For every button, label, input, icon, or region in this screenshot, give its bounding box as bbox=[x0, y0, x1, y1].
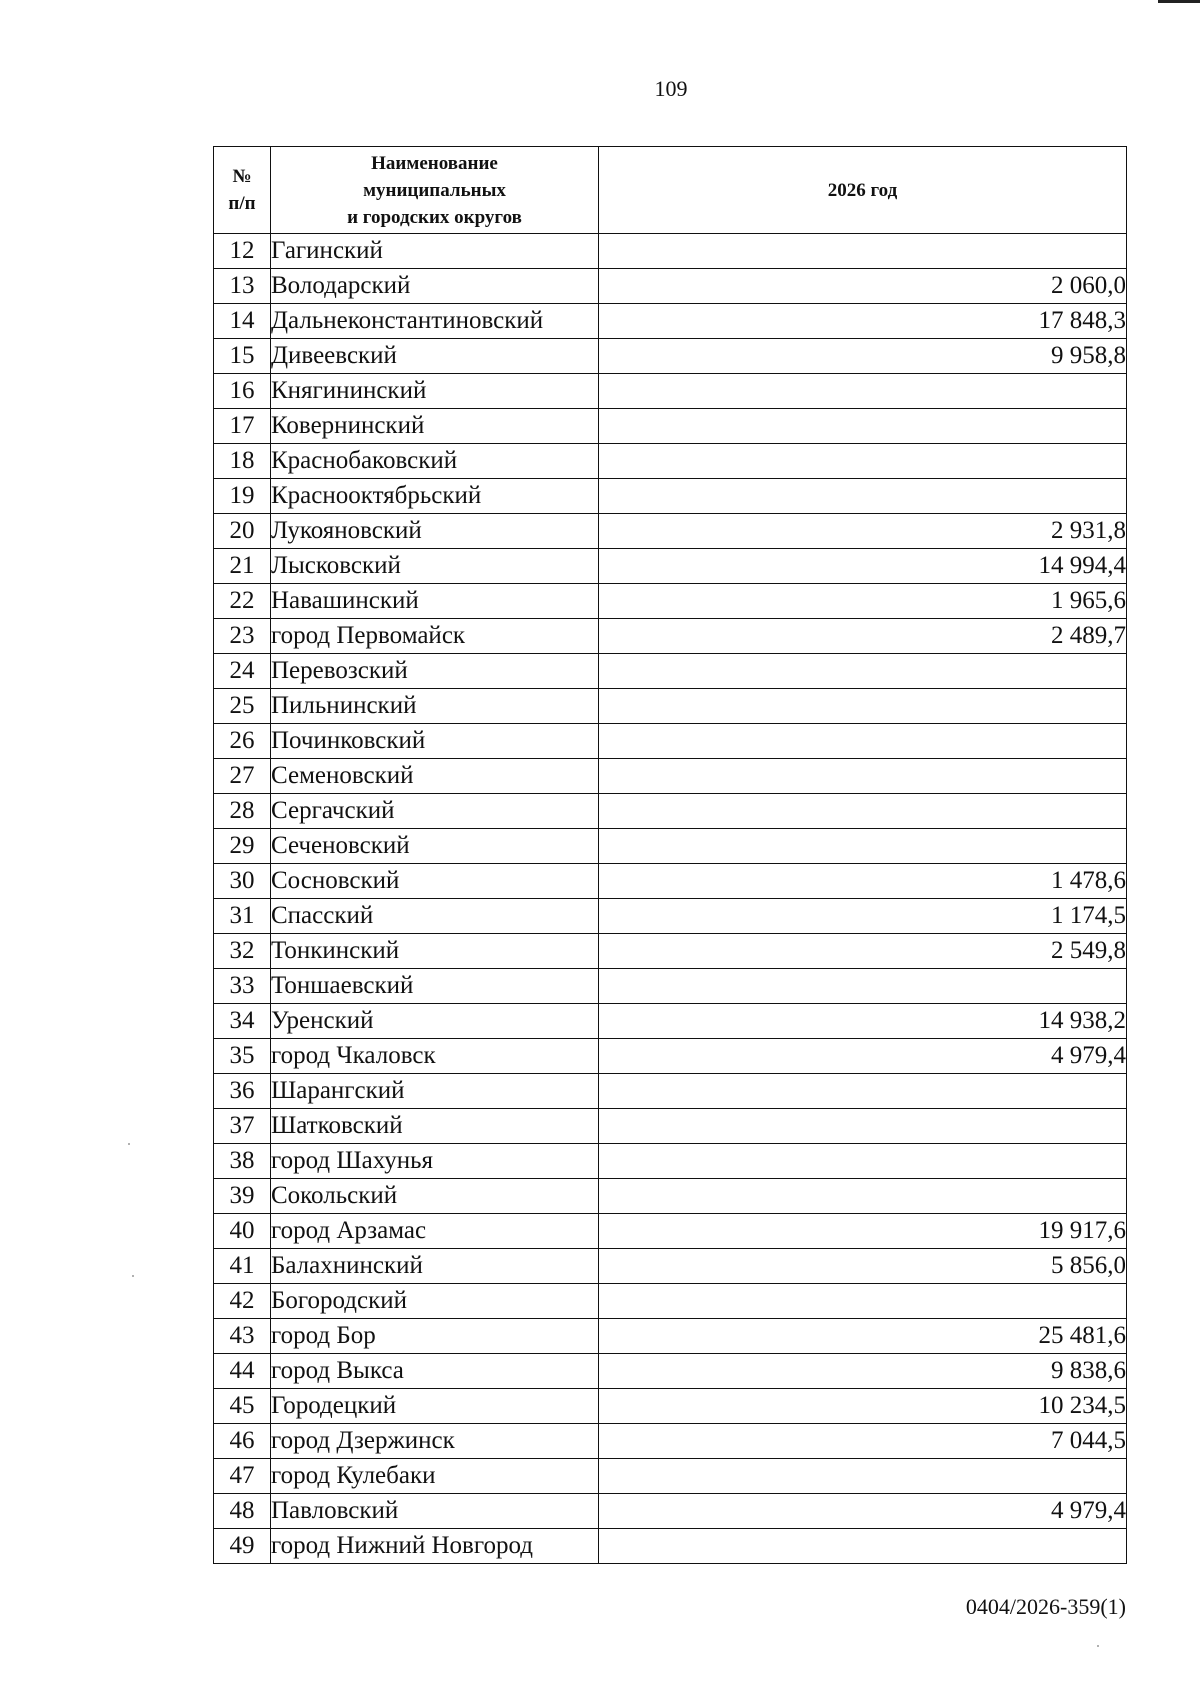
row-value bbox=[599, 969, 1127, 1004]
row-value: 2 060,0 bbox=[599, 269, 1127, 304]
table-row bbox=[214, 304, 1127, 339]
row-name: город Выкса bbox=[271, 1354, 599, 1389]
row-value bbox=[599, 724, 1127, 759]
table-row bbox=[214, 1529, 1127, 1564]
row-value bbox=[599, 374, 1127, 409]
row-name: город Бор bbox=[271, 1319, 599, 1354]
table-row bbox=[214, 549, 1127, 584]
table-row bbox=[214, 409, 1127, 444]
table-row bbox=[214, 479, 1127, 514]
header-year: 2026 год bbox=[599, 147, 1127, 234]
row-number: 40 bbox=[214, 1214, 271, 1249]
row-name: Балахнинский bbox=[271, 1249, 599, 1284]
row-name: Семеновский bbox=[271, 759, 599, 794]
row-number: 24 bbox=[214, 654, 271, 689]
table-row bbox=[214, 1354, 1127, 1389]
row-number: 47 bbox=[214, 1459, 271, 1494]
row-name: Пильнинский bbox=[271, 689, 599, 724]
table-row bbox=[214, 1459, 1127, 1494]
row-value: 5 856,0 bbox=[599, 1249, 1127, 1284]
table-row bbox=[214, 1004, 1127, 1039]
row-number: 36 bbox=[214, 1074, 271, 1109]
header-name-line-3: и городских округов bbox=[347, 206, 522, 228]
table-row bbox=[214, 1109, 1127, 1144]
row-value bbox=[599, 1284, 1127, 1319]
row-number: 46 bbox=[214, 1424, 271, 1459]
row-value bbox=[599, 689, 1127, 724]
scan-speck bbox=[132, 1275, 134, 1277]
table-row bbox=[214, 1039, 1127, 1074]
row-number: 34 bbox=[214, 1004, 271, 1039]
row-value: 4 979,4 bbox=[599, 1039, 1127, 1074]
row-name: Ковернинский bbox=[271, 409, 599, 444]
row-value bbox=[599, 1144, 1127, 1179]
row-number: 43 bbox=[214, 1319, 271, 1354]
row-number: 37 bbox=[214, 1109, 271, 1144]
row-name: Тоншаевский bbox=[271, 969, 599, 1004]
row-name: Уренский bbox=[271, 1004, 599, 1039]
table-row bbox=[214, 1284, 1127, 1319]
row-value bbox=[599, 1179, 1127, 1214]
row-value: 17 848,3 bbox=[599, 304, 1127, 339]
row-name: Лукояновский bbox=[271, 514, 599, 549]
row-value: 2 931,8 bbox=[599, 514, 1127, 549]
row-number: 16 bbox=[214, 374, 271, 409]
row-name: Лысковский bbox=[271, 549, 599, 584]
row-value: 9 838,6 bbox=[599, 1354, 1127, 1389]
row-number: 25 bbox=[214, 689, 271, 724]
row-value: 19 917,6 bbox=[599, 1214, 1127, 1249]
row-value: 1 478,6 bbox=[599, 864, 1127, 899]
row-value bbox=[599, 444, 1127, 479]
row-number: 41 bbox=[214, 1249, 271, 1284]
row-name: Богородский bbox=[271, 1284, 599, 1319]
row-number: 49 bbox=[214, 1529, 271, 1564]
row-value bbox=[599, 1109, 1127, 1144]
row-value bbox=[599, 234, 1127, 269]
row-value bbox=[599, 1459, 1127, 1494]
row-name: город Арзамас bbox=[271, 1214, 599, 1249]
row-number: 27 bbox=[214, 759, 271, 794]
row-number: 42 bbox=[214, 1284, 271, 1319]
row-name: Тонкинский bbox=[271, 934, 599, 969]
table-row bbox=[214, 794, 1127, 829]
row-name: город Первомайск bbox=[271, 619, 599, 654]
table-row bbox=[214, 234, 1127, 269]
row-name: Сергачский bbox=[271, 794, 599, 829]
table-row bbox=[214, 759, 1127, 794]
row-number: 23 bbox=[214, 619, 271, 654]
row-value: 14 994,4 bbox=[599, 549, 1127, 584]
row-number: 19 bbox=[214, 479, 271, 514]
row-number: 45 bbox=[214, 1389, 271, 1424]
table-row bbox=[214, 1179, 1127, 1214]
row-name: Навашинский bbox=[271, 584, 599, 619]
row-value: 9 958,8 bbox=[599, 339, 1127, 374]
row-value: 14 938,2 bbox=[599, 1004, 1127, 1039]
row-name: Володарский bbox=[271, 269, 599, 304]
row-name: Павловский bbox=[271, 1494, 599, 1529]
row-number: 33 bbox=[214, 969, 271, 1004]
row-number: 21 bbox=[214, 549, 271, 584]
row-value bbox=[599, 829, 1127, 864]
row-value: 10 234,5 bbox=[599, 1389, 1127, 1424]
row-number: 20 bbox=[214, 514, 271, 549]
table-row bbox=[214, 689, 1127, 724]
table-row bbox=[214, 724, 1127, 759]
table-row bbox=[214, 584, 1127, 619]
row-value: 2 549,8 bbox=[599, 934, 1127, 969]
table-row bbox=[214, 1074, 1127, 1109]
row-value bbox=[599, 479, 1127, 514]
header-number bbox=[214, 147, 271, 234]
table-row bbox=[214, 444, 1127, 479]
row-name: город Дзержинск bbox=[271, 1424, 599, 1459]
row-number: 14 bbox=[214, 304, 271, 339]
row-value: 7 044,5 bbox=[599, 1424, 1127, 1459]
table-header-row bbox=[214, 147, 1127, 234]
row-number: 22 bbox=[214, 584, 271, 619]
row-value: 4 979,4 bbox=[599, 1494, 1127, 1529]
row-value bbox=[599, 1529, 1127, 1564]
row-name: Спасский bbox=[271, 899, 599, 934]
row-number: 39 bbox=[214, 1179, 271, 1214]
row-name: город Чкаловск bbox=[271, 1039, 599, 1074]
row-value bbox=[599, 1074, 1127, 1109]
scan-corner-mark bbox=[1158, 0, 1200, 3]
row-number: 35 bbox=[214, 1039, 271, 1074]
table-row bbox=[214, 934, 1127, 969]
row-number: 18 bbox=[214, 444, 271, 479]
row-value: 1 965,6 bbox=[599, 584, 1127, 619]
row-number: 15 bbox=[214, 339, 271, 374]
row-name: Сеченовский bbox=[271, 829, 599, 864]
table-row bbox=[214, 864, 1127, 899]
row-name: Городецкий bbox=[271, 1389, 599, 1424]
row-name: Сокольский bbox=[271, 1179, 599, 1214]
table-row bbox=[214, 1389, 1127, 1424]
table-row bbox=[214, 1249, 1127, 1284]
row-number: 32 bbox=[214, 934, 271, 969]
table-row bbox=[214, 1214, 1127, 1249]
table-row bbox=[214, 374, 1127, 409]
row-name: Дивеевский bbox=[271, 339, 599, 374]
row-name: Краснооктябрьский bbox=[271, 479, 599, 514]
row-name: Дальнеконстантиновский bbox=[271, 304, 599, 339]
row-name: город Нижний Новгород bbox=[271, 1529, 599, 1564]
table-row bbox=[214, 969, 1127, 1004]
row-number: 12 bbox=[214, 234, 271, 269]
table-row bbox=[214, 1144, 1127, 1179]
header-name-line-2: муниципальных bbox=[363, 179, 506, 201]
row-name: Сосновский bbox=[271, 864, 599, 899]
table-row bbox=[214, 1319, 1127, 1354]
row-name: Перевозский bbox=[271, 654, 599, 689]
row-value: 2 489,7 bbox=[599, 619, 1127, 654]
header-name-line-1: Наименование bbox=[371, 152, 498, 174]
row-value bbox=[599, 654, 1127, 689]
header-number-line-2: п/п bbox=[228, 193, 256, 214]
page-number: 109 bbox=[654, 76, 688, 101]
row-name: Краснобаковский bbox=[271, 444, 599, 479]
row-name: город Кулебаки bbox=[271, 1459, 599, 1494]
row-number: 31 bbox=[214, 899, 271, 934]
table-row bbox=[214, 829, 1127, 864]
budget-table bbox=[213, 146, 1127, 1564]
row-value bbox=[599, 759, 1127, 794]
row-number: 29 bbox=[214, 829, 271, 864]
table-row bbox=[214, 619, 1127, 654]
table-row bbox=[214, 1494, 1127, 1529]
table-row bbox=[214, 339, 1127, 374]
header-name bbox=[271, 147, 599, 234]
table-row bbox=[214, 514, 1127, 549]
row-number: 38 bbox=[214, 1144, 271, 1179]
row-number: 44 bbox=[214, 1354, 271, 1389]
scan-speck bbox=[1097, 1645, 1099, 1647]
table-row bbox=[214, 654, 1127, 689]
row-value bbox=[599, 409, 1127, 444]
row-name: Починковский bbox=[271, 724, 599, 759]
row-number: 17 bbox=[214, 409, 271, 444]
row-name: город Шахунья bbox=[271, 1144, 599, 1179]
table-row bbox=[214, 899, 1127, 934]
row-number: 26 bbox=[214, 724, 271, 759]
table-row bbox=[214, 1424, 1127, 1459]
row-value bbox=[599, 794, 1127, 829]
table-body bbox=[214, 234, 1127, 1564]
row-number: 28 bbox=[214, 794, 271, 829]
row-name: Гагинский bbox=[271, 234, 599, 269]
row-number: 13 bbox=[214, 269, 271, 304]
row-number: 30 bbox=[214, 864, 271, 899]
row-name: Княгининский bbox=[271, 374, 599, 409]
row-value: 1 174,5 bbox=[599, 899, 1127, 934]
document-code: 0404/2026-359(1) bbox=[965, 1594, 1126, 1619]
row-name: Шатковский bbox=[271, 1109, 599, 1144]
table-row bbox=[214, 269, 1127, 304]
header-number-line-1: № bbox=[232, 166, 252, 187]
row-name: Шарангский bbox=[271, 1074, 599, 1109]
row-number: 48 bbox=[214, 1494, 271, 1529]
scan-speck bbox=[128, 1143, 130, 1145]
row-value: 25 481,6 bbox=[599, 1319, 1127, 1354]
